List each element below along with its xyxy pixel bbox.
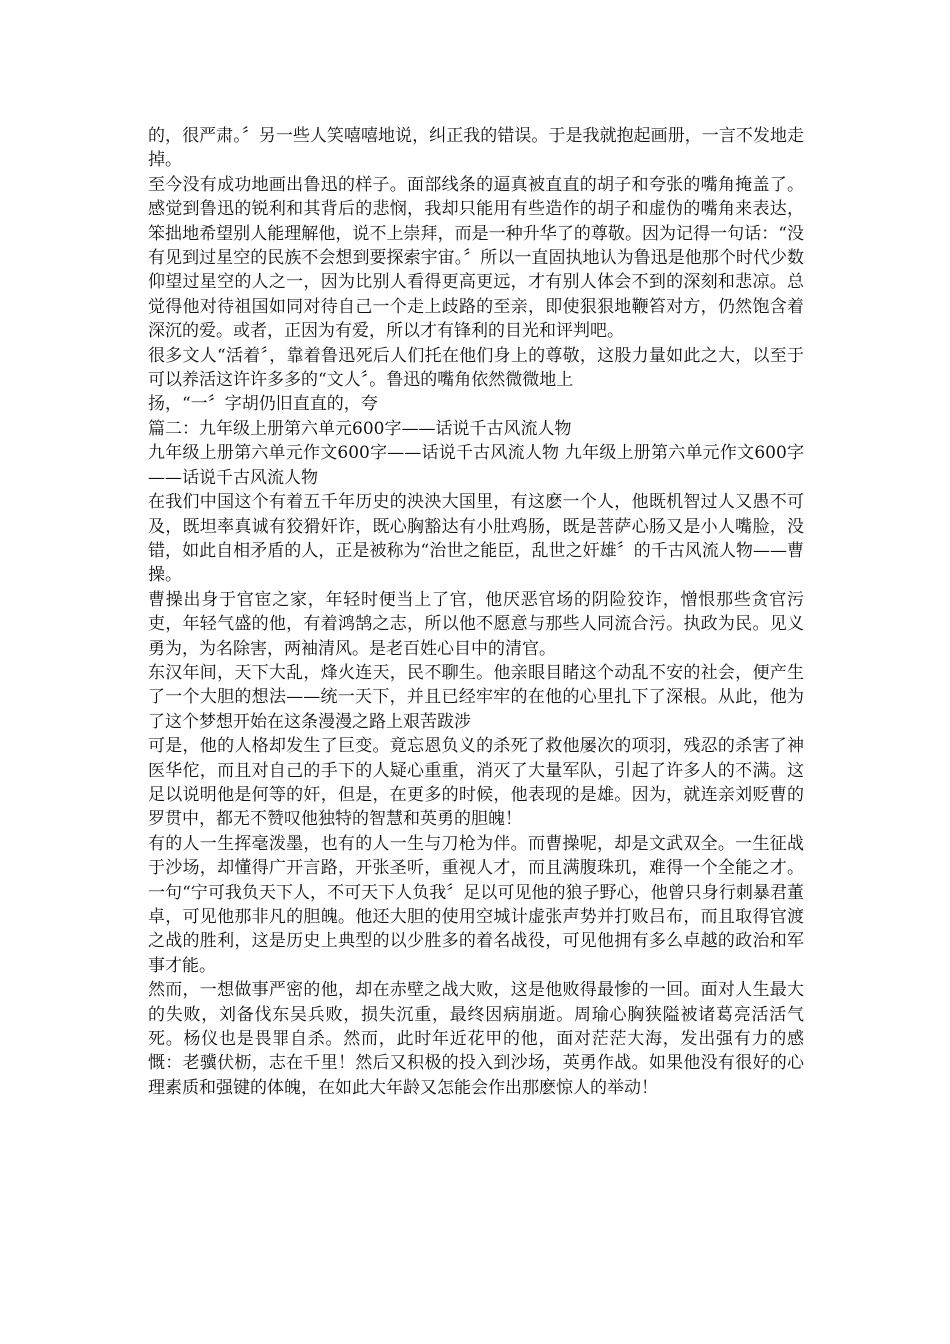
section-subtitle: 九年级上册第六单元作文600字——话说千古风流人物 九年级上册第六单元作文600字——话说千古风流人物 [148,443,804,488]
document-body [148,124,804,1100]
paragraph-7: 在我们中国这个有着五千年历史的泱泱大国里，有这麽一个人，他既机智过人又愚不可及，既坦率真诚有狡猾奸诈，既心胸豁达有小肚鸡肠，既是菩萨心肠又是小人嘴脸，没错，如此自相矛盾的人，正是被称为“治世之能臣，乱世之奸雄〞的千古风流人物——曹操。 [148,492,804,586]
paragraph-11: 有的人一生挥毫泼墨，也有的人一生与刀枪为伴。而曹操呢，却是文武双全。一生征战于沙场，却懂得广开言路，开张圣听，重视人才，而且满腹珠玑，难得一个全能之才。一句“宁可我负天下人，不可天下人负我〞足以可见他的狼子野心，他曾只身行刺暴君董卓，可见他那非凡的胆魄。他还大胆的使用空城计虚张声势并打败吕布，而且取得官渡之战的胜利，这是历史上典型的以少胜多的着名战役，可见他拥有多么卓越的政治和军事才能。 [148,833,804,976]
paragraph-9: 东汉年间，天下大乱，烽火连天，民不聊生。他亲眼目睹这个动乱不安的社会，便产生了一个大胆的想法——统一天下，并且已经牢牢的在他的心里扎下了深根。从此，他为了这个梦想开始在这条漫漫之路上艰苦跋涉 [148,662,804,732]
paragraph-8: 曹操出身于官宦之家，年轻时便当上了官，他厌恶官场的阴险狡诈，憎恨那些贪官污吏，年轻气盛的他，有着鸿鹄之志，所以他不愿意与那些人同流合污。执政为民。见义勇为，为名除害，两袖清风。是老百姓心目中的清官。 [148,589,804,659]
paragraph-4: 扬，“一〞字胡仍旧直直的，夸 [148,394,378,415]
paragraph-2: 至今没有成功地画出鲁迅的样子。面部线条的逼真被直直的胡子和夸张的嘴角掩盖了。感觉到鲁迅的锐利和其背后的悲悯，我却只能用有些造作的胡子和虚伪的嘴角来表达，笨拙地希望别人能理解他，说不上崇拜，而是一种升华了的尊敬。因为记得一句话：“没有见到过星空的民族不会想到要探索宇宙。〞所以一直固执地认为鲁迅是他那个时代少数仰望过星空的人之一，因为比别人看得更高更远，才有别人体会不到的深刻和悲凉。总觉得他对待祖国如同对待自己一个走上歧路的至亲，即使狠狠地鞭笞对方，仍然饱含着深沉的爱。或者，正因为有爱，所以才有锋利的目光和评判吧。 [148,174,804,342]
paragraph-3: 很多文人“活着〞，靠着鲁迅死后人们托在他们身上的尊敬，这股力量如此之大，以至于可以养活这许许多多的“文人〞。鲁迅的嘴角依然微微地上 [148,345,804,391]
paragraph-1: 的，很严肃。〞另一些人笑嘻嘻地说，纠正我的错误。于是我就抱起画册，一言不发地走掉。 [148,126,804,171]
paragraph-10: 可是，他的人格却发生了巨变。竟忘恩负义的杀死了救他屡次的项羽，残忍的杀害了神医华佗，而且对自己的手下的人疑心重重，消灭了大量军队，引起了许多人的不满。这足以说明他是何等的奸，但是，在更多的时候，他表现的是雄。因为，就连亲刘贬曹的罗贯中，都无不赞叹他独特的智慧和英勇的胆魄！ [148,736,804,830]
section-heading: 篇二：九年级上册第六单元600字——话说千古风流人物 [148,418,572,439]
paragraph-12: 然而，一想做事严密的他，却在赤壁之战大败，这是他败得最惨的一回。面对人生最大的失败，刘备伐东吴兵败，损失沉重，最终因病崩逝。周瑜心胸狭隘被诸葛亮活活气死。杨仪也是畏罪自杀。然而，此时年近花甲的他，面对茫茫大海，发出强有力的感慨：老骥伏枥，志在千里！然后又积极的投入到沙场，英勇作战。如果他没有很好的心理素质和强键的体魄，在如此大年龄又怎能会作出那麽惊人的举动！ [148,980,804,1098]
